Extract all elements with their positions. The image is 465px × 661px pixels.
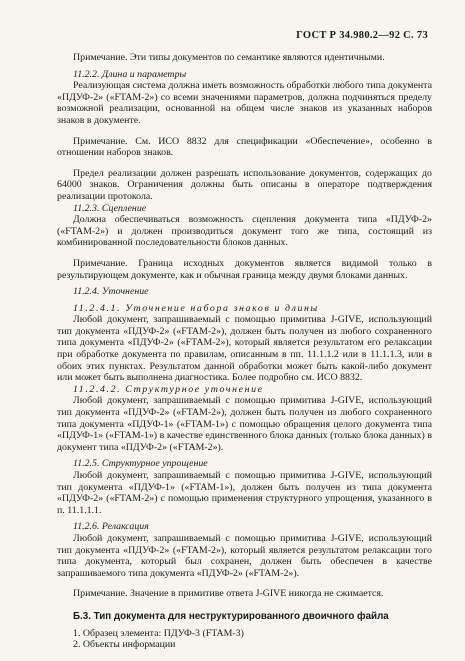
note-paragraph: Примечание. См. ИСО 8832 для спецификации «Обеспечение», особенно в отношении наборов знаков. [57,135,432,159]
body-paragraph: Предел реализации должен разрешать использование документов, содержащих до 64000 знаков. Ограничения должны быть описаны в операторе подтверждения реализации протокола. [57,167,432,202]
list-item: 2. Объекты информации [73,639,176,651]
subsection-heading: 11.2.3. Сцепление [73,202,147,214]
body-paragraph: Любой документ, запрашиваемый с помощью примитива J-GIVE, использующий тип документа «ПДУФ-2» («FTAM-2»), должен быть получен из любого сохраненного типа документа «ПДУФ-2» («FTAM-2»), который является результатом его релаксации при обработке документа по правилам, описанным в пп. 11.1.1.2 или в 11.1.1.3, или в обоих этих пунктах. Результатом данной обработки может быть какой-либо документ или может быть выполнена диагностика. Более подробно см. ИСО 8832. [57,314,432,384]
subsection-heading: 11.2.6. Релаксация [73,521,149,533]
list-item: 1. Образец элемента: ПДУФ-3 (FTAM-3) [73,627,244,639]
page-body [57,52,432,651]
body-paragraph: Должна обеспечиваться возможность сцепления документа типа «ПДУФ-2» («FTAM-2») и должен производиться документ того же типа, состоящий из комбинированной последовательности блоков данных. [57,214,432,249]
body-paragraph: Любой документ, запрашиваемый с помощью примитива J-GIVE, использующий тип документа «ПДУФ-2» («FTAM-2»), должен быть получен из любого сохраненного типа документа «ПДУФ-1» («FTAM-1») с помощью обращения целого документа типа «ПДУФ-1» («FTAM-1») в качестве единственного блока данных (только блока данных) в документ типа «ПДУФ-2» («FTAM-2»). [57,395,432,453]
page-header: ГОСТ Р 34.980.2—92 С. 73 [296,30,428,41]
body-paragraph: Любой документ, запрашиваемый с помощью примитива J-GIVE, использующий тип документа «ПДУФ-1» («FTAM-1»), должен быть получен из типа документа «ПДУФ-2» («FTAM-2») с помощью применения структурного упрощения, указанного в п. 11.1.1.1. [57,470,432,516]
body-paragraph: Любой документ, запрашиваемый с помощью примитива J-GIVE, использующий тип документа «ПДУФ-2» («FTAM-2»), который является результатом релаксации того типа документа, который был сохранен, должен быть обеспечен в качестве запрашиваемого типа документа «ПДУФ-2» («FTAM-2»). [57,532,432,579]
body-paragraph: Реализующая система должна иметь возможность обработки любого типа документа «ПДУФ-2» («FTAM-2») со всеми значениями параметров, должна подчиняться пределу возможной реализации, основанной на общем числе знаков из указанных наборов знаков в документе. [57,80,432,126]
note-paragraph: Примечание. Эти типы документов по семантике являются идентичными. [73,52,385,63]
subsection-heading: 11.2.4.1. Уточнение набора знаков и длины [73,302,319,314]
subsection-heading: 11.2.4.2. Структурное уточнение [73,383,264,395]
subsection-heading: 11.2.4. Уточнение [73,286,149,298]
subsection-heading: 11.2.5. Структурное упрощение [73,458,208,470]
note-paragraph: Примечание. Значение в примитиве ответа J-GIVE никогда не сжимается. [73,588,384,600]
subsection-heading: 11.2.2. Длина и параметры [73,68,187,80]
note-paragraph: Примечание. Граница исходных документов является видимой только в результирующем документе, как и обычная граница между двумя блоками данных. [57,257,432,281]
section-heading: Б.3. Тип документа для неструктурированного двоичного файла [73,610,389,622]
